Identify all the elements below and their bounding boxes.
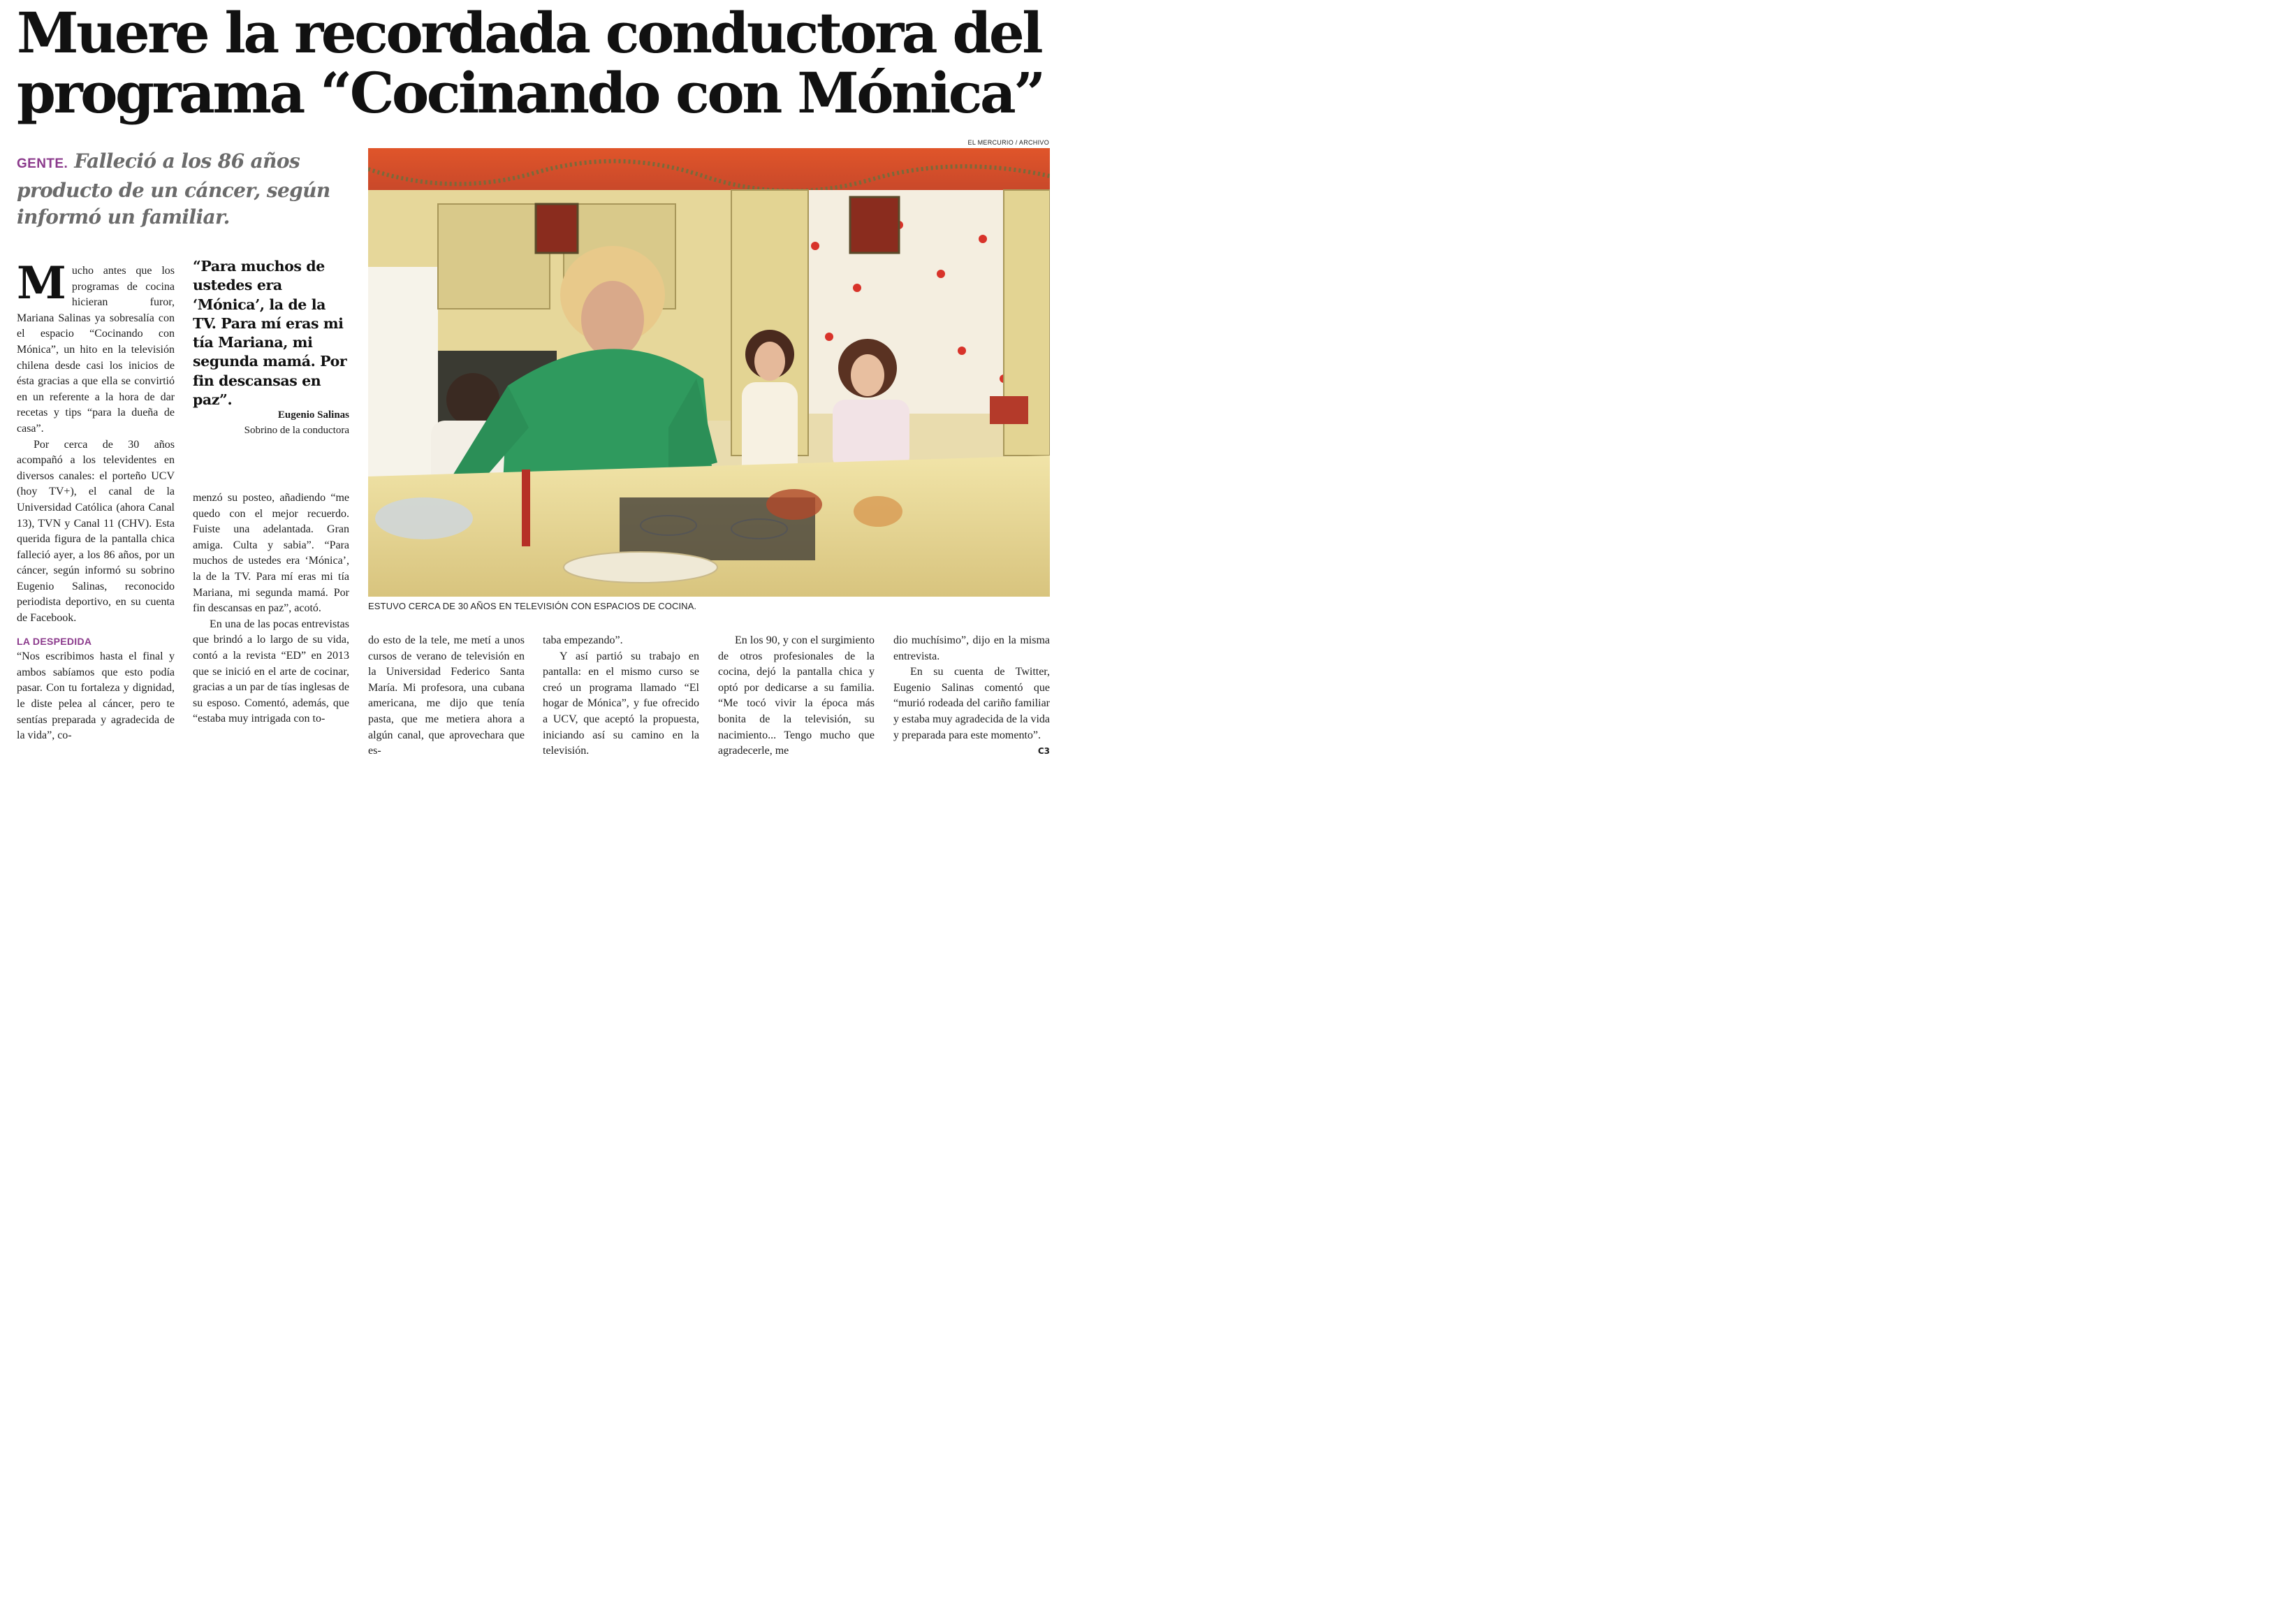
paragraph bbox=[17, 257, 175, 437]
paragraph: taba empezando”. bbox=[543, 634, 623, 646]
pull-quote-author: Eugenio Salinas bbox=[277, 409, 349, 421]
end-mark: C3 bbox=[1037, 746, 1050, 757]
pull-quote-role: Sobrino de la conductora bbox=[244, 425, 349, 436]
pull-quote: “Para muchos de ustedes era ‘Mónica’, la de la TV. Para mí eras mi tía Mariana, mi segunda mamá. Por fin descansas en paz”. bbox=[193, 258, 347, 409]
deck bbox=[17, 148, 352, 231]
photo-caption: ESTUVO CERCA DE 30 AÑOS EN TELEVISIÓN CON ESPACIOS DE COCINA. bbox=[368, 601, 697, 611]
paragraph: dio muchísimo”, dijo en la misma entrevista. bbox=[893, 634, 1050, 662]
paragraph: “Nos escribimos hasta el final y ambos sabíamos que esto podía pasar. Con tu fortaleza y dignidad, le diste pelea al cáncer, pero te sentías preparada y agradecida de la vida”, co- bbox=[17, 650, 175, 742]
column-2 bbox=[193, 490, 349, 727]
drop-cap: M bbox=[17, 257, 66, 310]
deck-text: Falleció a los 86 años producto de un cáncer, según informó un familiar. bbox=[17, 150, 330, 228]
section-tag: GENTE. bbox=[17, 156, 68, 171]
headline bbox=[17, 0, 1065, 126]
paragraph: do esto de la tele, me metí a unos cursos de verano de televisión en la Universidad Federico Santa María. Mi profesora, una cubana americana, me dijo que tenía pasta, que me metiera ahora a algún canal, que aprovechara que es- bbox=[368, 634, 525, 757]
column-4 bbox=[543, 633, 699, 759]
paragraph: menzó su posteo, añadiendo “me quedo con el mejor recuerdo. Fuiste una adelantada. Gran amiga. Culta y sabia”. “Para muchos de ustedes era ‘Mónica’, la de la TV. Para mí eras mi tía Mariana, mi segunda mamá. Por fin descansas en paz”, acotó. bbox=[193, 492, 349, 615]
paragraph: Por cerca de 30 años acompañó a los televidentes en diversos canales: el porteño UCV (hoy TV+), el canal de la Universidad Católica (ahora Canal 13), TVN y Canal 11 (CHV). Esta querida figura de la pantalla chica falleció ayer, a los 86 años, por un cáncer, según informó su sobrino Eugenio Salinas, reconocido periodista deportivo, en su cuenta de Facebook. bbox=[17, 438, 175, 625]
subhead-la-despedida: LA DESPEDIDA bbox=[17, 635, 92, 647]
article-photo bbox=[368, 148, 1050, 597]
paragraph: Y así partió su trabajo en pantalla: en el mismo curso se creó un programa llamado “El hogar de Mónica”, y fue ofrecido a UCV, que aceptó la propuesta, iniciando así su camino en la televisión. bbox=[543, 650, 699, 757]
headline-line-1: Muere la recordada conductora del bbox=[17, 0, 1041, 66]
column-6 bbox=[893, 633, 1050, 759]
paragraph: En una de las pocas entrevistas que brindó a lo largo de su vida, contó a la revista “ED” en 2013 que se inició en el arte de cocinar, gracias a un par de tías inglesas de su esposo. Comentó, además, que “estaba muy intrigada con to- bbox=[193, 618, 349, 725]
paragraph-text: En su cuenta de Twitter, Eugenio Salinas comentó que “murió rodeada del cariño familiar y estaba muy agradecida de la vida y preparada para este momento”. bbox=[893, 666, 1050, 741]
paragraph: En los 90, y con el surgimiento de otros profesionales de la cocina, dejó la pantalla chica y optó por dedicarse a su familia. “Me tocó vivir la época más bonita de la televisión, su nacimiento... Tengo mucho que agradecerle, me bbox=[718, 634, 875, 757]
column-5 bbox=[718, 633, 875, 759]
paragraph bbox=[893, 664, 1050, 757]
column-3 bbox=[368, 633, 525, 759]
paragraph-text: ucho antes que los programas de cocina hicieran furor, Mariana Salinas ya sobresalía con el espacio “Cocinando con Mónica”, un hito en la televisión chilena desde casi los inicios de ésta gracias a que ella se convirtió en un referente a la hora de dar recetas y tips “para la dueña de casa”. bbox=[17, 265, 175, 435]
headline-line-2: programa “Cocinando con Mónica” bbox=[17, 60, 1044, 126]
photo-credit: EL MERCURIO / ARCHIVO bbox=[967, 139, 1049, 146]
column-1 bbox=[17, 257, 175, 744]
